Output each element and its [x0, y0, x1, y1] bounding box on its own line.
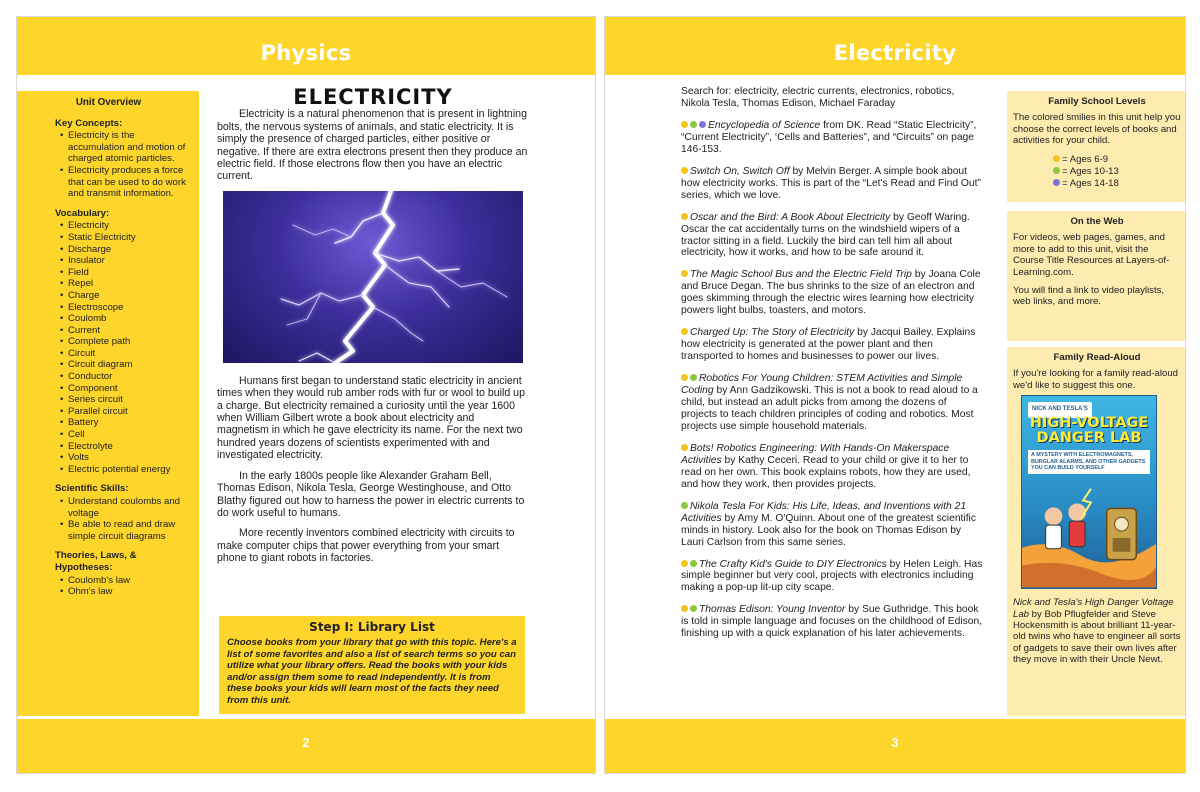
sidebar-section-theories-laws: [55, 550, 192, 597]
level-row: [1053, 166, 1181, 177]
yellow-smiley-icon: [681, 213, 688, 220]
sidebar-list-item: • Complete path: [60, 336, 192, 348]
article-paragraph: More recently inventors combined electricity with circuits to make computer chips that power everything from your smart phone to giant robots in factories.: [217, 527, 515, 565]
green-smiley-icon: [690, 374, 697, 381]
main-article: [217, 85, 529, 573]
sidebar-list-item: • Circuit: [60, 348, 192, 360]
sidebar-section-vocabulary: [55, 208, 192, 476]
sidebar-list-item: • Ohm's law: [60, 586, 192, 598]
unit-overview-title: Unit Overview: [75, 97, 142, 108]
yellow-smiley-icon: [681, 605, 688, 612]
blue-smiley-icon: [1053, 179, 1060, 186]
sidebar-list: [60, 220, 192, 475]
book-title: Nikola Tesla For Kids: His Life, Ideas, and Inventions with 21 Activities: [681, 500, 967, 524]
sidebar-list-item: • Repel: [60, 278, 192, 290]
family-levels-text: The colored smilies in this unit help you choose the correct levels of books and activities for your child.: [1013, 112, 1181, 147]
sidebar-list-item: • Series circuit: [60, 394, 192, 406]
left-footer-band: [17, 719, 595, 773]
right-page: [604, 16, 1186, 774]
cover-illustration: [1022, 478, 1156, 588]
sidebar-section-heading: Scientific Skills:: [55, 483, 129, 495]
level-row: [1053, 154, 1181, 165]
sidebar-list-item: • Field: [60, 267, 192, 279]
family-school-levels-box: [1007, 91, 1186, 202]
book-title: Oscar and the Bird: A Book About Electricity: [690, 211, 891, 223]
book-description: by Amy M. O'Quinn. About one of the greatest scientific minds in history. Look also for the book on Thomas Edison by Lauri Carlson from this same series.: [681, 512, 976, 548]
sidebar-list-item: • Circuit diagram: [60, 359, 192, 371]
yellow-smiley-icon: [1053, 155, 1060, 162]
book-entry: [681, 327, 983, 363]
yellow-smiley-icon: [681, 270, 688, 277]
book-title: The Magic School Bus and the Electric Field Trip: [690, 269, 912, 281]
right-header-title: Electricity: [833, 41, 957, 65]
book-entry: [681, 501, 983, 549]
on-the-web-text: For videos, web pages, games, and more to add to this unit, visit the Course Title Resources at Layers-of-Learning.com.: [1013, 232, 1170, 278]
sidebar-list-item: • Static Electricity: [60, 232, 192, 244]
read-aloud-title: Family Read-Aloud: [1053, 352, 1141, 363]
yellow-smiley-icon: [681, 328, 688, 335]
sidebar-list-item: • Component: [60, 383, 192, 395]
family-read-aloud-box: [1007, 347, 1186, 716]
cover-title: HIGH-VOLTAGE DANGER LAB: [1029, 415, 1149, 447]
book-description: from DK. Read “Static Electricity”, “Current Electricity”, ‘Cells and Batteries”, and “Circuits” on page 146-153.: [681, 119, 977, 155]
left-header-title: Physics: [260, 41, 352, 65]
book-title: Switch On, Switch Off: [690, 165, 790, 177]
blue-smiley-icon: [699, 121, 706, 128]
left-page: [16, 16, 596, 774]
yellow-smiley-icon: [681, 444, 688, 451]
on-the-web-text: You will find a link to video playlists, web links, and more.: [1013, 285, 1165, 308]
book-title: Charged Up: The Story of Electricity: [690, 327, 855, 339]
book-entry: [681, 120, 983, 156]
cover-series-tag: NICK AND TESLA'S: [1028, 402, 1092, 417]
read-aloud-intro: If you're looking for a family read-aloud we'd like to suggest this one.: [1013, 368, 1179, 391]
book-cover-image: [1021, 395, 1157, 589]
book-entries: [681, 120, 983, 640]
level-row: [1053, 178, 1181, 189]
sidebar-list-item: • Electric potential energy: [60, 464, 192, 476]
book-description: by Melvin Berger. A simple book about how electricity works. This is part of the “Let's Read and Find Out” series, which we love.: [681, 165, 981, 201]
sidebar-list-item: • Charge: [60, 290, 192, 302]
page-number: 2: [302, 735, 310, 750]
lightning-photo: [223, 191, 523, 363]
book-title: Robotics For Young Children: STEM Activities and Simple Coding: [681, 373, 963, 397]
green-smiley-icon: [690, 121, 697, 128]
article-paragraph: Humans first began to understand static electricity in ancient times when they would rub amber rods with fur or wool to build up a charge. But electricity remained a curiosity until the year 1600 when William Gilbert wrote a book about electricity and magnetism in which he gave electricity its name. For the next two hundred years dozens of scientists experimented with and investigated electricity.: [217, 374, 525, 462]
article-paragraph: In the early 1800s people like Alexander Graham Bell, Thomas Edison, Nikola Tesla, George Westinghouse, and Otto Blathy figured out how to harness the power in electric currents to do work useful to humans.: [217, 469, 525, 519]
sidebar-list-item: • Electroscope: [60, 302, 192, 314]
article-heading: ELECTRICITY: [293, 85, 453, 109]
green-smiley-icon: [690, 605, 697, 612]
sidebar-list-item: • Cell: [60, 429, 192, 441]
book-description: by Kathy Ceceri. Read to your child or give it to her to read on her own. This book explains robots, how they are used, and how they work, then provides projects.: [681, 454, 971, 490]
book-entry: [681, 443, 983, 491]
right-footer-band: [605, 719, 1185, 773]
book-entry: [681, 559, 983, 595]
library-list-step-box: [219, 616, 525, 714]
sidebar-list-item: • Electricity produces a force that can be used to do work and transmit information.: [60, 165, 192, 200]
yellow-smiley-icon: [681, 121, 688, 128]
book-title: Thomas Edison: Young Inventor: [699, 604, 846, 616]
sidebar-list-item: • Coulomb: [60, 313, 192, 325]
sidebar-list-item: • Insulator: [60, 255, 192, 267]
book-description: by Sue Guthridge. This book is told in simple language and focuses on the childhood of Edison, finishing up with a quick explanation of his later achievements.: [681, 604, 983, 640]
sidebar-list-item: • Current: [60, 325, 192, 337]
book-entry: [681, 212, 983, 260]
sidebar-list-item: • Electrolyte: [60, 441, 192, 453]
unit-overview-sidebar: [17, 91, 199, 716]
sidebar-list-item: • Electricity is the accumulation and motion of charged atomic particles.: [60, 130, 192, 165]
article-paragraph: Electricity is a natural phenomenon that is present in lightning bolts, the nervous systems of animals, and static electricity. It is simply the presence of charged particles, either positive or negative. If there are extra electrons present then they produce an electric field. If those electrons flow then you have an electric current.: [217, 108, 528, 183]
book-title: Encyclopedia of Science: [708, 119, 821, 131]
sidebar-list-item: • Volts: [60, 452, 192, 464]
sidebar-section-heading: Key Concepts:: [55, 117, 123, 129]
yellow-smiley-icon: [681, 167, 688, 174]
book-entry: [681, 166, 983, 202]
book-title: The Crafty Kid's Guide to DIY Electronics: [699, 558, 887, 570]
left-header-band: [17, 17, 595, 75]
sidebar-list: [60, 575, 192, 598]
library-book-list: [681, 86, 983, 650]
green-smiley-icon: [1053, 167, 1060, 174]
sidebar-list-item: • Be able to read and draw simple circuit diagrams: [60, 519, 192, 542]
page-number: 3: [891, 735, 899, 750]
book-entry: [681, 269, 983, 317]
sidebar-list: [60, 130, 192, 200]
sidebar-list: [60, 496, 192, 542]
level-legend: [1013, 154, 1181, 190]
level-label: = Ages 6-9: [1062, 153, 1109, 165]
sidebar-section-heading: Vocabulary:: [55, 207, 110, 219]
on-the-web-title: On the Web: [1070, 216, 1124, 227]
yellow-smiley-icon: [681, 374, 688, 381]
sidebar-section-scientific-skills: [55, 483, 192, 542]
right-header-band: [605, 17, 1185, 75]
step-instructions: Choose books from your library that go with this topic. Here's a list of some favorites and also a list of search terms so you can utilize what your library offers. Read the books with your kids and/or assign them some to read independently. It is from these books your kids will learn most of the facts they need from this unit.: [227, 637, 517, 706]
sidebar-list-item: • Discharge: [60, 244, 192, 256]
lightning-bolt-illustration: [223, 191, 523, 363]
sidebar-section-heading: Theories, Laws, & Hypotheses:: [55, 550, 137, 573]
book-title: Bots! Robotics Engineering: With Hands-On Makerspace Activities: [681, 442, 950, 466]
sidebar-list-item: • Coulomb's law: [60, 575, 192, 587]
cover-subtitle: A MYSTERY WITH ELECTROMAGNETS, BURGLAR ALARMS, AND OTHER GADGETS YOU CAN BUILD YOURSELF: [1028, 450, 1150, 474]
level-label: = Ages 14-18: [1062, 178, 1119, 190]
book-description: by Ann Gadzikowski. This is not a book to read aloud to a child, but instead an adult picks from among the dozens of projects to teach children principles of coding and robotics. Most projects use simple household materials.: [681, 385, 978, 432]
book-description: by Helen Leigh. Has simple beginner but very cool, projects with electronics including making a pop-up lit-up city scape.: [681, 558, 983, 594]
sidebar-list-item: • Understand coulombs and voltage: [60, 496, 192, 519]
book-entry: [681, 373, 983, 433]
family-levels-title: Family School Levels: [1048, 96, 1146, 107]
sidebar-list-item: • Parallel circuit: [60, 406, 192, 418]
read-aloud-book-title: Nick and Tesla's High Danger Voltage Lab: [1013, 597, 1174, 620]
green-smiley-icon: [690, 560, 697, 567]
yellow-smiley-icon: [681, 560, 688, 567]
level-label: = Ages 10-13: [1062, 166, 1119, 178]
book-description: by Joana Cole and Bruce Degan. The bus shrinks to the size of an electron and goes skimming through the electric wires learning how electricity powers light bulbs, toasters, and motors.: [681, 269, 981, 317]
green-smiley-icon: [681, 502, 688, 509]
sidebar-section-key-concepts: [55, 118, 192, 200]
sidebar-list-item: • Conductor: [60, 371, 192, 383]
book-description: by Geoff Waring. Oscar the cat accidentally turns on the windshield wipers of a tractor sitting in a field. Luckily the bird can tell him all about electricity, how it works, and how to be safe around it.: [681, 211, 970, 259]
read-aloud-book-desc: by Bob Pflugfelder and Steve Hockensmith is about brilliant 11-year-old twins who have to engineer all sorts of gadgets to save their own lives after they move in with their Uncle Newt.: [1013, 608, 1181, 666]
search-terms: Search for: electricity, electric currents, electronics, robotics, Nikola Tesla, Thomas Edison, Michael Faraday: [681, 86, 955, 109]
on-the-web-box: [1007, 211, 1186, 341]
book-entry: [681, 604, 983, 640]
book-description: by Jacqui Bailey. Explains how electricity is generated at the power plant and then transported to homes and businesses to power our lives.: [681, 327, 976, 363]
sidebar-list-item: • Battery: [60, 417, 192, 429]
read-aloud-description: [1013, 597, 1181, 665]
sidebar-list-item: • Electricity: [60, 220, 192, 232]
step-title: Step I: Library List: [309, 620, 435, 634]
